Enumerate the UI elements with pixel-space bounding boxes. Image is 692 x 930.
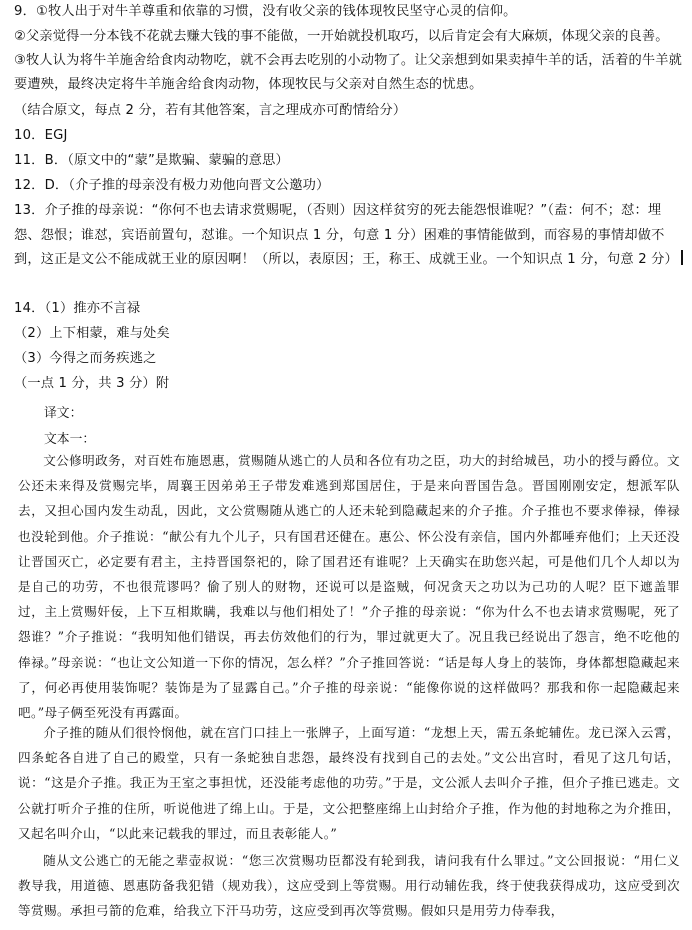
answer-13-text: 13．介子推的母亲说：“你何不也去请求赏赐呢，（否则）因这样贫穷的死去能怨恨谁呢？”（盍：何不；怼：埋怨、怨恨；谁怼，宾语前置句，怼谁。一个知识点 1 分，句意 1 分）困难的事情能做到，而容易的事情却做不到，这正是文公不能成就王业的原因啊！（所以，表原因；王，称王、成就王业。一个知识点 1 分，句意 2 分） — [14, 203, 678, 267]
translation-paragraph-2: 介子推的随从们很怜悯他，就在宫门口挂上一张牌子，上面写道：“龙想上天，需五条蛇辅佐。龙已深入云霄，四条蛇各自进了自己的殿堂，只有一条蛇独自悲怨，最终没有找到自己的去处。”文公出宫时，看见了这几句话，说：“这是介子推。我正为王室之事担忧，还没能考虑他的功劳。”于是，文公派人去叫介子推，但介子推已逃走。文公就打听介子推的住所，听说他进了绵上山。于是，文公把整座绵上山封给介子推，作为他的封地称之为介推田，又起名叫介山，“以此来记载我的罪过，而且表彰能人。” — [18, 725, 680, 841]
text-cursor — [681, 250, 683, 265]
answer-14-3: （3）今得之而务疾逃之 — [14, 351, 157, 366]
answer-13 — [14, 199, 686, 273]
answer-14-2: （2）上下相蒙，难与处矣 — [14, 326, 170, 341]
answer-9-point-2: ②父亲觉得一分本钱不花就去赚大钱的事不能做，一开始就投机取巧，以后肯定会有大麻烦，体现父亲的良善。 — [14, 29, 669, 44]
answer-9-point-3: ③牧人认为将牛羊施舍给食肉动物吃，就不会再去吃别的小动物了。让父亲想到如果卖掉牛羊的话，活着的牛羊就要遭殃，最终决定将牛羊施舍给食肉动物，体现牧民与父亲对自然生态的忧患。 — [14, 53, 683, 92]
translation-paragraph-1: 文公修明政务，对百姓布施恩惠，赏赐随从逃亡的人员和各位有功之臣，功大的封给城邑，功小的授与爵位。文公还未来得及赏赐完毕，周襄王因弟弟王子带发难逃到郑国居住，于是来向晋国告急。晋国刚刚安定，想派军队去，又担心国内发生动乱，因此，文公赏赐随从逃亡的人还未轮到隐藏起来的介子推。介子推也不要求俸禄，俸禄也没轮到他。介子推说：“献公有九个儿子，只有国君还健在。惠公、怀公没有亲信，国内外都唾弃他们；上天还没让晋国灭亡，必定要有君主，主持晋国祭祀的，除了国君还有谁呢？上天确实在助您兴起，可是他们几个人却以为是自己的功劳，不也很荒谬吗？偷了别人的财物，还说可以是盗贼，何况贪天之功以为己功的人呢？臣下遮盖罪过，主上赏赐奸佞，上下互相欺瞒，我难以与他们相处了！”介子推的母亲说：“你为什么不也去请求赏赐呢，死了怨谁？”介子推说：“我明知他们错误，再去仿效他们的行为，罪过就更大了。况且我已经说出了怨言，绝不吃他的俸禄。”母亲说：“也让文公知道一下你的情况，怎么样？”介子推回答说：“话是每人身上的装饰，身体都想隐藏起来了，何必再使用装饰呢？装饰是为了显露自己。”介子推的母亲说：“能像你说的这样做吗？那我和你一起隐藏起来吧。”母子俩至死没有再露面。 — [18, 453, 680, 721]
translation-paragraph-3: 随从文公逃亡的无能之辈壶叔说：“您三次赏赐功臣都没有轮到我，请问我有什么罪过。”文公回报说：“用仁义教导我，用道德、恩惠防备我犯错（规劝我），这应受到上等赏赐。用行动辅佐我，终于使我获得成功，这应受到次等赏赐。承担弓箭的危难，给我立下汗马功劳，这应受到再次等赏赐。假如只是用劳力侍奉我， — [18, 853, 680, 919]
answer-14-1: 14．（1）推亦不言禄 — [14, 301, 141, 316]
answer-9-point-1: 9．①牧人出于对牛羊尊重和依靠的习惯，没有收父亲的钱体现牧民坚守心灵的信仰。 — [14, 4, 517, 19]
answer-11: 11．B．（原文中的“蒙”是欺骗、蒙骗的意思） — [14, 153, 289, 168]
answer-10: 10．EGJ — [14, 128, 68, 143]
answer-9-scoring-note: （结合原文，每点 2 分，若有其他答案，言之理成亦可酌情给分） — [14, 103, 407, 118]
text-one-heading: 文本一： — [44, 432, 96, 447]
answer-14-scoring-note: （一点 1 分，共 3 分）附 — [14, 376, 170, 391]
translation-label: 译文： — [44, 406, 83, 421]
answer-12: 12．D．（介子推的母亲没有极力劝他向晋文公邀功） — [14, 178, 330, 193]
